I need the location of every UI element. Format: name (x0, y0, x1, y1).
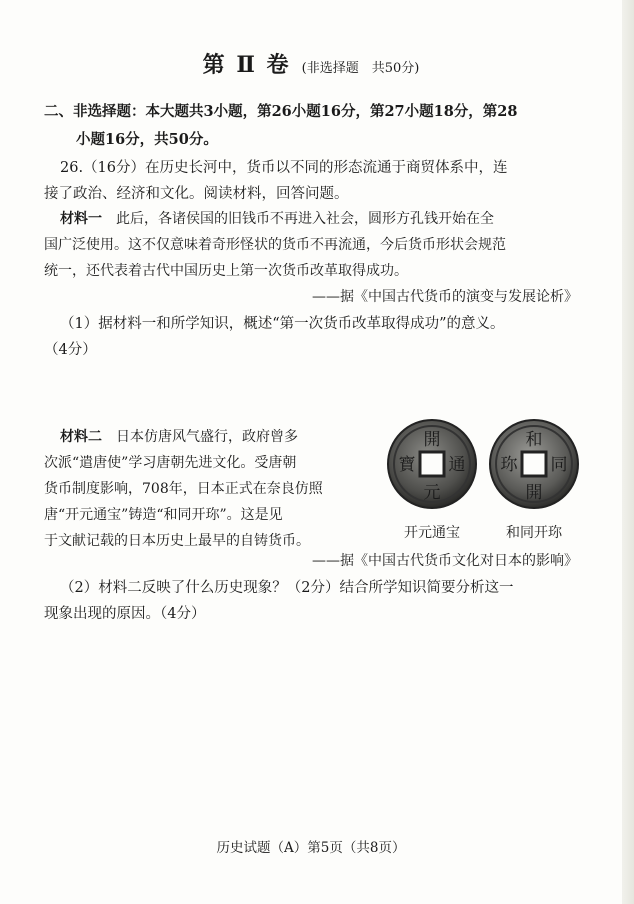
section-title-subtitle: (非选择题 共50分) (301, 61, 420, 76)
q26-intro-line2: 接了政治、经济和文化。阅读材料，回答问题。 (44, 186, 349, 202)
page-edge (622, 0, 634, 904)
q1-line2: （4分） (44, 342, 97, 358)
material2-source: ——据《中国古代货币文化对日本的影响》 (312, 553, 578, 569)
coin1-char-left: 寶 (398, 455, 416, 475)
coin2-caption: 和同开珎 (506, 525, 562, 541)
part2-heading-line2: 小题16分，共50分。 (76, 131, 218, 148)
material1-label: 材料一 (60, 211, 102, 227)
q1-line1: （1）据材料一和所学知识，概述“第一次货币改革取得成功”的意义。 (60, 316, 505, 332)
q2-line1: （2）材料二反映了什么历史现象？（2分）结合所学知识简要分析这一 (60, 580, 514, 596)
part2-heading-line1: 二、非选择题：本大题共3小题，第26小题16分，第27小题18分，第28 (44, 103, 518, 120)
q2-line2: 现象出现的原因。（4分） (44, 606, 206, 622)
material2-line2: 次派“遣唐使”学习唐朝先进文化。受唐朝 (44, 455, 297, 471)
material1-line1 (60, 208, 494, 228)
coin1-char-right: 通 (448, 455, 466, 475)
material2-line3: 货币制度影响，708年，日本正式在奈良仿照 (44, 481, 323, 497)
page-footer: 历史试题（A）第5页（共8页） (216, 840, 406, 856)
coin1-char-top: 開 (423, 430, 441, 450)
material1-line3: 统一，还代表着古代中国历史上第一次货币改革取得成功。 (44, 263, 408, 279)
section-title-main: 第 Ⅱ 卷 (202, 52, 291, 78)
material1-source: ——据《中国古代货币的演变与发展论析》 (312, 289, 578, 305)
kaiyuan-coin-image (386, 418, 478, 510)
coin2-char-left: 珎 (500, 455, 518, 475)
material2-label: 材料二 (60, 429, 102, 445)
material1-line2: 国广泛使用。这不仅意味着奇形怪状的货币不再流通，今后货币形状会规范 (44, 237, 506, 253)
coin1-char-bottom: 元 (423, 483, 441, 503)
material2-line5: 于文献记载的日本历史上最早的自铸货币。 (44, 533, 310, 549)
material1-text1: 此后，各诸侯国的旧钱币不再进入社会，圆形方孔钱开始在全 (116, 211, 494, 227)
wadokaichin-coin-image (488, 418, 580, 510)
coin2-char-right: 同 (550, 455, 568, 475)
coin2-char-bottom: 開 (525, 483, 543, 503)
section-title (0, 48, 622, 79)
material2-text1: 日本仿唐风气盛行，政府曾多 (116, 429, 298, 445)
material2-line4: 唐“开元通宝”铸造“和同开珎”。这是见 (44, 507, 283, 523)
material2-line1 (60, 426, 298, 446)
coin2-char-top: 和 (525, 430, 543, 450)
q26-intro-line1: 26.（16分）在历史长河中，货币以不同的形态流通于商贸体系中，连 (60, 160, 508, 176)
coin1-caption: 开元通宝 (404, 525, 460, 541)
